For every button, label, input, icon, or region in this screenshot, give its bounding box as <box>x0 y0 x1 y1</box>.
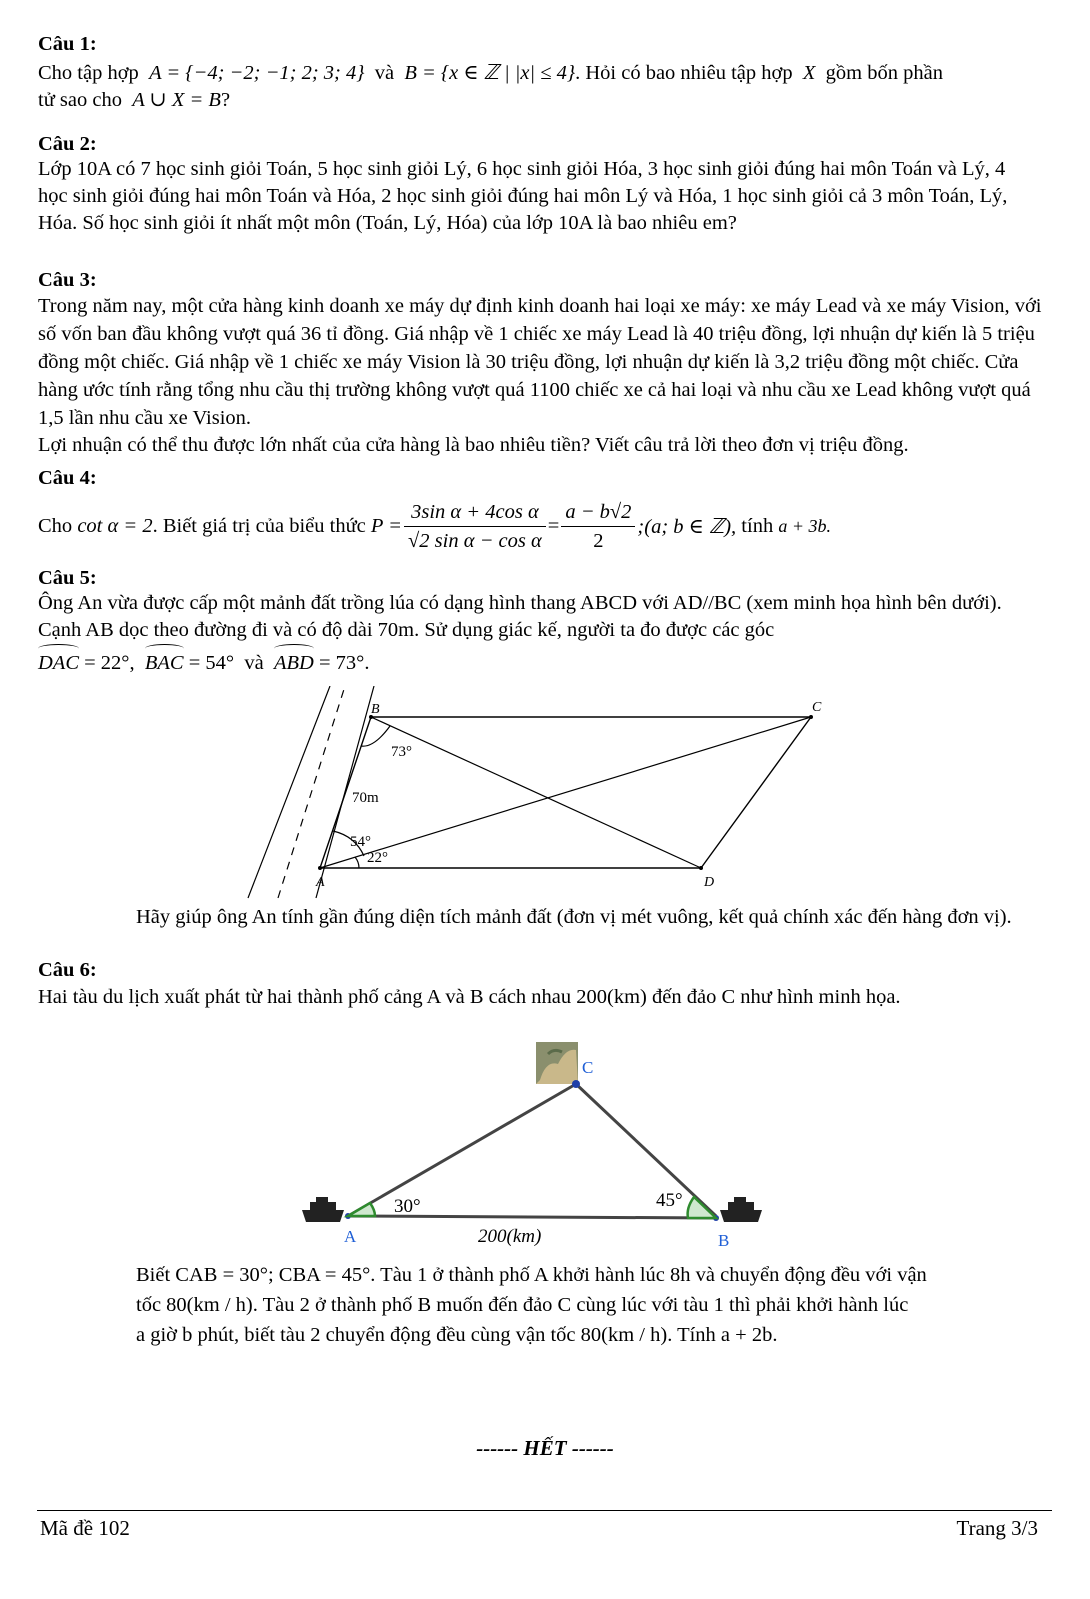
question-5-text: Ông An vừa được cấp một mảnh đất trồng lúa có dạng hình thang ABCD với AD//BC (xem minh họa hình bên dưới). Cạnh AB dọc theo đường đi và có độ dài 70m. Sử dụng giác kế, người ta đo được các góc <box>38 592 1002 641</box>
ship-icon <box>302 1197 344 1222</box>
question-5-task: Hãy giúp ông An tính gần đúng diện tích mảnh đất (đơn vị mét vuông, kết quả chính xác đến hàng đơn vị). <box>136 906 1012 928</box>
side-label-70m: 70m <box>352 790 379 806</box>
q4-compute: tính <box>741 515 774 537</box>
question-5-title: Câu 5: <box>38 567 97 589</box>
union-condition: A ∪ X = B <box>132 89 221 111</box>
question-6-text: Hai tàu du lịch xuất phát từ hai thành phố cảng A và B cách nhau 200(km) đến đảo C như hình minh họa. <box>38 986 901 1008</box>
question-4 <box>38 466 1050 553</box>
question-5-after <box>136 904 1048 931</box>
question-6-line-2: tốc 80(km / h). Tàu 2 ở thành phố B muốn đến đảo C cùng lúc với tàu 1 thì phải khởi hành lúc <box>136 1294 909 1316</box>
trapezoid-figure <box>240 686 840 900</box>
question-5 <box>38 566 1048 677</box>
set-b: B = {x ∈ ℤ | |x| ≤ 4} <box>404 62 576 84</box>
fraction-1-denominator: √2 sin α − cos α <box>408 530 542 552</box>
q1-question: . Hỏi có bao nhiêu tập hợp <box>575 62 793 84</box>
page-number: Trang 3/3 <box>956 1516 1038 1540</box>
question-2 <box>38 132 1038 237</box>
q1-qmark: ? <box>220 89 231 111</box>
island-image <box>536 1042 578 1084</box>
angle-bac-value: = 54° <box>188 652 235 674</box>
angle-arc-22 <box>355 857 359 868</box>
side-cd <box>701 717 811 868</box>
question-3-text: Trong năm nay, một cửa hàng kinh doanh xe máy dự định kinh doanh hai loại xe máy: xe máy Lead và xe máy Vision, với số vốn ban đầu không vượt quá 36 tỉ đồng. Giá nhập về 1 chiếc xe máy Lead là 40 triệu đồng, lợi nhuận dự kiến là 5 triệu đồng một chiếc. Giá nhập về 1 chiếc xe máy Vision là 30 triệu đồng, lợi nhuận dự kiến là 3,2 triệu đồng một chiếc. Cửa hàng ước tính rằng tổng nhu cầu thị trường không vượt quá 1100 chiếc xe cả hai loại và nhu cầu xe Lead không vượt quá 1,5 lần nhu cầu xe Vision. <box>38 295 1042 429</box>
point-c <box>572 1080 580 1088</box>
question-3-text-2: Lợi nhuận có thể thu được lớn nhất của cửa hàng là bao nhiêu tiền? Viết câu trả lời theo đơn vị triệu đồng. <box>38 434 909 456</box>
question-2-title: Câu 2: <box>38 133 97 155</box>
q5-and: và <box>244 652 264 674</box>
diagonal-bd <box>371 717 701 868</box>
q1-line2: tử sao cho <box>38 89 122 111</box>
side-ac <box>348 1084 576 1216</box>
point-d <box>699 866 703 870</box>
angle-label-73: 73° <box>391 744 412 760</box>
label-b: B <box>718 1231 730 1250</box>
label-a: A <box>316 875 325 890</box>
footer-divider <box>37 1510 1052 1511</box>
side-cb <box>576 1084 716 1216</box>
road-line <box>248 686 330 898</box>
question-4-title: Câu 4: <box>38 467 97 489</box>
fraction-1-numerator: 3sin α + 4cos α <box>404 500 546 527</box>
angle-dac-value: = 22°, <box>84 652 135 674</box>
ship-icon <box>720 1197 762 1222</box>
question-3-title: Câu 3: <box>38 269 97 291</box>
question-6-after <box>136 1260 1048 1350</box>
exam-code: Mã đề 102 <box>40 1516 130 1540</box>
equals-sign: = <box>547 515 560 537</box>
label-c: C <box>582 1058 594 1077</box>
label-a: A <box>344 1227 357 1246</box>
q1-and: và <box>374 62 395 84</box>
question-6-line-3: a giờ b phút, biết tàu 2 chuyển động đều cùng vận tốc 80(km / h). Tính a + 2b. <box>136 1324 778 1346</box>
label-d: D <box>704 875 715 890</box>
q4-expression: a + 3b. <box>778 516 831 536</box>
set-a: A = {−4; −2; −1; 2; 3; 4} <box>149 62 365 84</box>
question-1-title: Câu 1: <box>38 33 97 55</box>
angle-dac: DAC <box>38 650 79 677</box>
cot-alpha: cot α = 2 <box>77 515 153 537</box>
p-equals: P = <box>370 515 403 537</box>
road-dashed-line <box>278 686 345 898</box>
label-b: B <box>371 702 380 717</box>
ships-figure <box>296 1040 766 1252</box>
angle-abd-value: = 73°. <box>318 652 370 674</box>
fraction-2-numerator: a − b√2 <box>561 500 635 527</box>
angle-label-45: 45° <box>656 1190 683 1211</box>
q1-text: Cho tập hợp <box>38 62 139 84</box>
side-label-200km: 200(km) <box>478 1226 542 1247</box>
fraction-2 <box>561 500 635 553</box>
fraction-2-denominator: 2 <box>593 530 604 552</box>
q4-text: Cho <box>38 515 73 537</box>
question-6-title: Câu 6: <box>38 959 97 981</box>
integer-condition: ;(a; b ∈ ℤ), <box>637 516 737 538</box>
var-x: X <box>802 62 816 84</box>
angle-mark-30 <box>348 1203 375 1216</box>
angle-label-30: 30° <box>394 1196 421 1217</box>
point-a <box>318 866 322 870</box>
angle-mark-45 <box>688 1197 716 1218</box>
angle-abd: ABD <box>274 650 314 677</box>
question-1 <box>38 32 1050 114</box>
angle-label-22: 22° <box>367 850 388 866</box>
question-6 <box>38 958 1028 1012</box>
question-2-text: Lớp 10A có 7 học sinh giỏi Toán, 5 học sinh giỏi Lý, 6 học sinh giỏi Hóa, 3 học sinh giỏi đúng hai môn Toán và Lý, 4 học sinh giỏi đúng hai môn Toán và Hóa, 2 học sinh giỏi đúng hai môn Lý và Hóa, 1 học sinh giỏi cả 3 môn Toán, Lý, Hóa. Số học sinh giỏi ít nhất một môn (Toán, Lý, Hóa) của lớp 10A là bao nhiêu em? <box>38 158 1008 234</box>
question-3 <box>38 268 1048 459</box>
q4-text-2: . Biết giá trị của biểu thức <box>152 515 366 537</box>
angle-bac: BAC <box>145 650 184 677</box>
angle-arc-73 <box>361 726 390 746</box>
question-6-line-1: Biết CAB = 30°; CBA = 45°. Tàu 1 ở thành phố A khởi hành lúc 8h và chuyển động đều với vận <box>136 1264 927 1286</box>
angle-label-54: 54° <box>350 834 371 850</box>
diagonal-ac <box>320 717 811 868</box>
end-marker: ------ HẾT ------ <box>476 1436 614 1460</box>
q1-question-end: gồm bốn phần <box>825 62 943 84</box>
point-c <box>809 715 813 719</box>
fraction-1 <box>404 500 546 553</box>
label-c: C <box>812 700 822 715</box>
